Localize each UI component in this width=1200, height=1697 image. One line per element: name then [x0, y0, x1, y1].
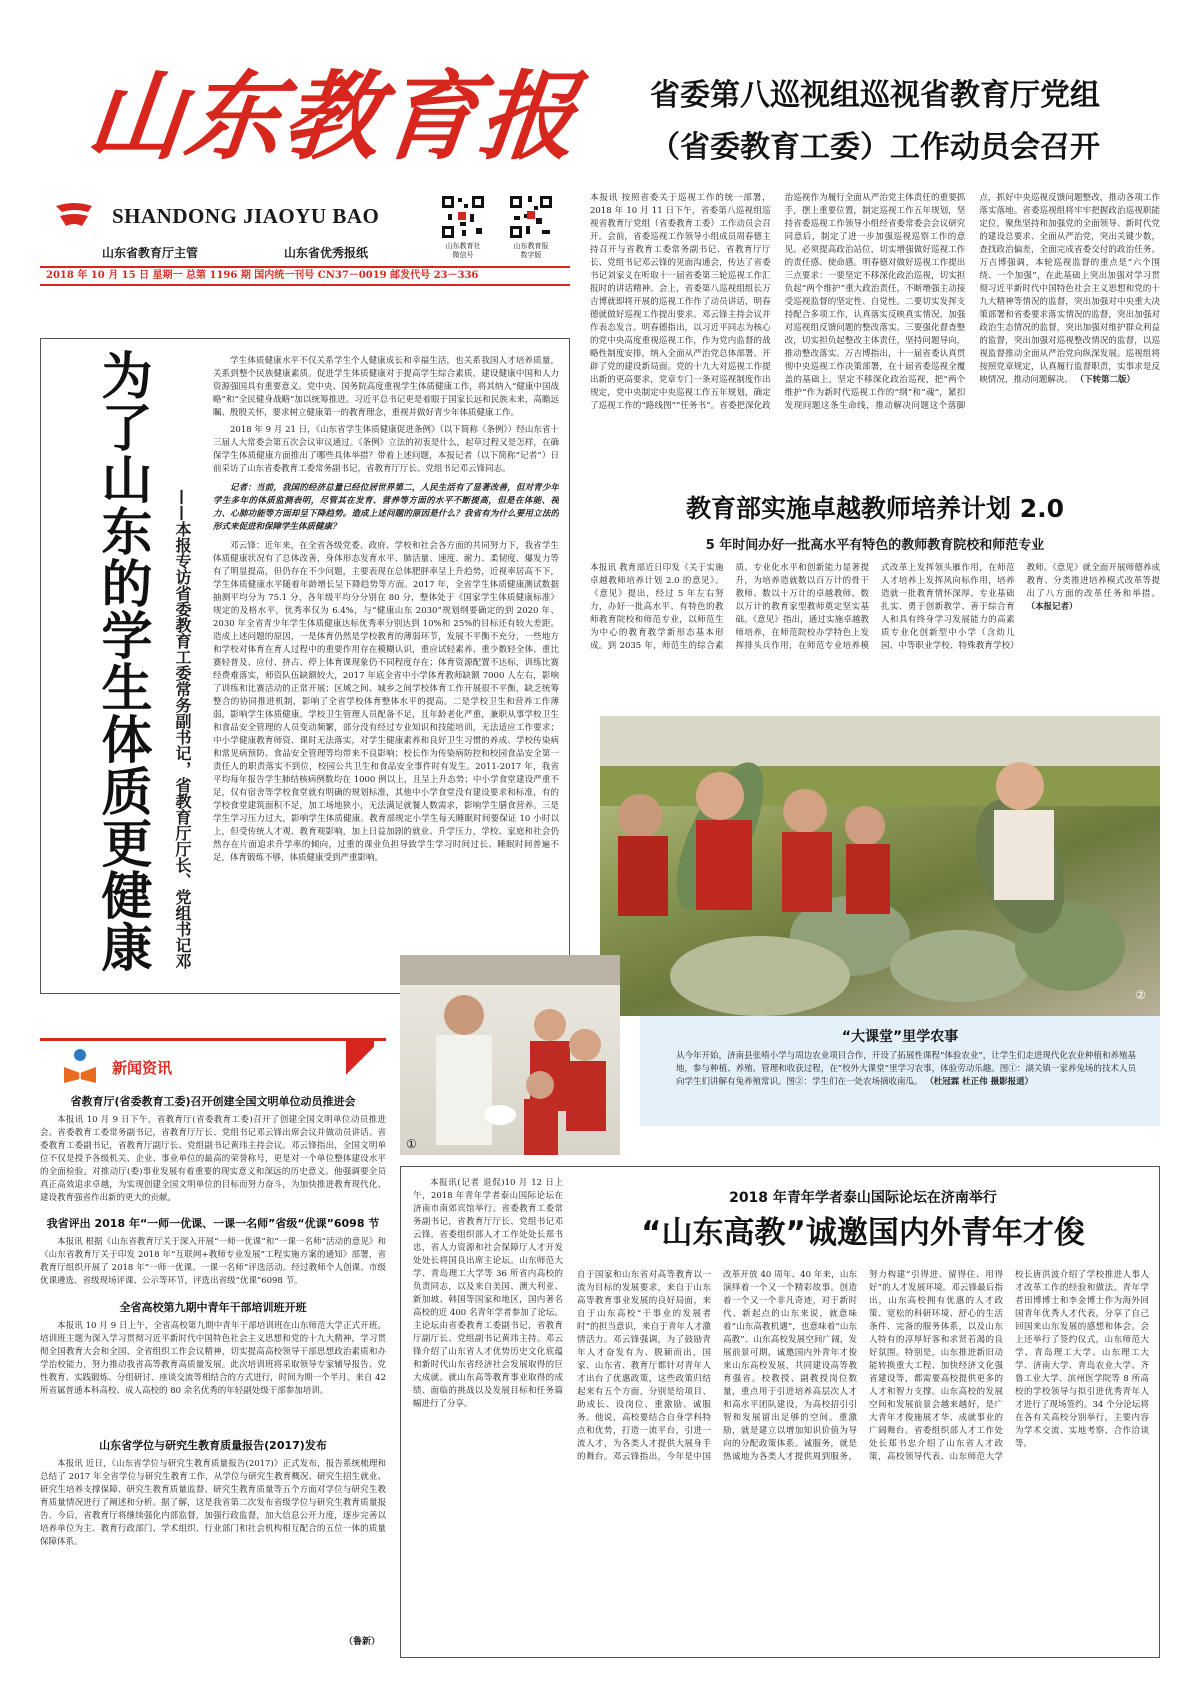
forum-body: 自于国家和山东省对高等教育以一流为目标的发展要求，来自于山东高等教育事业发展的良好局面，来自于山东高校“干事业的发展者时”的担当意识，来自于青年人才激情活力。邓云锋强调，为了鼓励青年人才奋发有为、脱颖而出，国家、山东省、教育厅都针对青年人才出台了优惠政策，这些政策归结起来有五个方面，分别是给项目、助成长、设岗位、重激励、诚服务。他说，高校要结合自身学科特点和优势，打造一流平台，引进一流人才，为各类人才提供大展身手的舞台。邓云锋指出，今年是中国改革开放 40 周年、40 年来，山东演绎着一个又一个精彩故事。创造着一个又一个非凡奇迹，对于新时代、新起点的山东来说，就意味着“山东高教机遇”，也意味着“山东高教”。山东高校发展空间广阔，发展前景可期，诚邀国内外青年才俊来山东高校发展，共同建设高等教育强省。校教授、副教授岗位数量，重点用于引进培养高层次人才和高水平团队建设，为高校招引引智和发展留出足够的空间。重激励，就是建立以增加知识价值为导向的分配政策体系。诚服务，就是热诚地为各类人才提供周到服务，努力构建“引得进、留得住、用得好”的人才发展环境。邓云锋最后指出，山东高校拥有优惠的人才政策、宽松的科研环境、舒心的生活条件、完备的服务体系，以及山东人特有的淳厚好客和求贤若渴的良好氛围。特别是，山东推进新旧动能转换重大工程、加快经济文化强省建设等，都需要高校提供更多的人才和智力支撑。山东高校的发展空间和发展前景会越来越好，是广大青年才俊施展才华、成就事业的广阔舞台。省委组织部人才工作处处长郑书忠介绍了山东省人才政策，高校领导代表、山东师范大学校长唐洪波介绍了学校推进人事人才改革工作的经验和做法。青年学者田博博士和李金博士作为海外回国青年优秀人才代表，分享了自己回国来山东发展的感想和体会。会上还举行了签约仪式，山东师范大学、青岛理工大学、山东理工大学、济南大学、青岛农业大学、齐鲁工业大学、滨州医学院等 8 所高校的学校领导与拟引进优秀青年人才进行了现场签约。34 个分论坛将在各有关高校分别举行，主要内容为学术交流、实地考察、合作洽谈等。 [577, 1270, 1149, 1462]
news-item-3-body: 本报讯 10 月 9 日上午，全省高校第九期中青年干部培训班在山东师范大学正式开班。培训班主题为深入学习贯彻习近平新时代中国特色社会主义思想和党的十九大精神，学习贯彻全国教育大会和全国、全省组织工作会议精神，切实提高高校领导干部思想政治素质和办学治校能力，努力推动我省高等教育高质量发展。此次培训班将采取领导专家辅导报告、党性教育、实践锻炼、分组研讨、座谈交流等相结合的方式进行，时间为期一个半月。来自 42 所省属普通本科高校、成人高校的 80 余名优秀的年轻副处级干部参加培训。 [40, 1321, 386, 1396]
photo-badge-1: ① [406, 1137, 417, 1151]
teacher-article [590, 486, 1160, 712]
interview-answer: 邓云锋：近年来，在全省各级党委、政府、学校和社会各方面的共同努力下，我省学生体质健康状况有了总体改善，身体形态发育水平、肺活量、速度、耐力、柔韧度、爆发力等有了明显提高，但仍存在不少问题，主要表现在总体肥胖率呈上升趋势，近视率居高不下，学生体质健康水平随着年龄增长呈下降趋势等方面。2017 年，全省学生体质健康测试数据抽测平均分为 75.1 分，各年级平均分分别在 80 分，整体处于《国家学生体质健康标准》规定的及格水平，优秀率仅为 6.4%，与“健康山东 2030”规划纲要确定的到 2020 年、2030 年全省青少年学生体质健康达标优秀率分别达到 10%和 25%的目标还有较大差距。造成上述问题的原因，一是体育仍然是学校教育的薄弱环节，发展不平衡不充分，一些地方和学校对体育在育人过程中的重要作用存在模糊认识，重应试轻素养、重少数轻全体、重比赛轻普及、应付、挤占、停上体育课现象仍不同程度存在；体育资源配置不达标，训练比赛经费难落实，师资队伍缺额较大，2017 年底全省中小学体育教师缺额 7000 人左右，影响了训练和比赛活动的正常开展；区域之间、城乡之间学校体育工作开展很不平衡，缺乏统筹整合的协同推进机制，影响了全省学校体育整体水平的提高。二是学校卫生和营养工作薄弱，影响学生体质健康。学校卫生管理人员配备不足，且年龄老化严重，兼职从事学校卫生和食品安全管理的人员变动频繁，部分没有经过专业知识和技能培训，无法适应工作要求；中小学健康教育师资、课时无法落实，对学生健康素养和良好卫生习惯的养成、学校传染病和常见病预防、食品安全管理等均带来不良影响；校长作为传染病防控和校园食品安全第一责任人的职责落实不到位，校园公共卫生和食品安全事件时有发生。2011-2017 年，我省平均每年报告学生肺结核病例数均在 1000 例以上，且呈上升态势；中小学食堂建设严重不足，仅有宿舍等学校食堂就有明确的规划标准，其他中小学食堂没有建设要求和标准，有的学校食堂建筑面积不足，加工场地狭小，无法满足就餐人数需求，影响学生膳食营养。三是学生学习压力过大，影响学生体质健康。教育部规定小学生每天睡眠时间要保证 10 小时以上，但受传统人才观、教育观影响，加上日益加剧的就业、升学压力，学校、家庭和社会仍然存在片面追求升学率的倾向，过重的课业负担导致学生学习时间过长、睡眠时间普遍不足，体育锻炼不够，体质健康受到严重影响。 [213, 541, 559, 863]
interview-title: 为了山东的学生体质更健康 [92, 349, 151, 973]
news-section [40, 1038, 386, 1658]
interview-article [40, 338, 570, 994]
qr-code-wechat-label: 山东教育社 微信号 [445, 242, 481, 259]
news-item-4-title[interactable]: 山东省学位与研究生教育质量报告(2017)发布 [99, 1439, 327, 1452]
photo-credit: （杜冠霖 杜正伟 摄影报道） [925, 1077, 1034, 1087]
news-item-2-body: 本报讯 根据《山东省教育厅关于深入开展“一师一优课”和“一课一名师”活动的意见》和《山东省教育厅关于印发 2018 年“互联网+教师专业发展”工程实施方案的通知》部署，省教育厅组织开展了 2018 年“一师一优课、一课一名师”评选活动。经过教师个人创课、市级优课遴选、省级现场评课、公示等环节，评选出省级“优课”6098 节。 [40, 1237, 386, 1286]
news-item-1 [40, 1094, 386, 1218]
sponsor-text: 山东省教育厅主管 [102, 246, 199, 260]
masthead [40, 40, 584, 290]
news-author: （鲁新） [343, 1637, 380, 1647]
photo-rabbit-farm [400, 955, 620, 1155]
newspaper-title: 山东教育报 [82, 60, 584, 173]
forum-kicker: 2018 年青年学者泰山国际论坛在济南举行 [729, 1190, 997, 1206]
news-item-2 [40, 1216, 386, 1302]
news-item-1-body: 本报讯 10 月 9 日下午，省教育厅(省委教育工委)召开了创建全国文明单位动员推进会。省委教育工委常务副书记，省教育厅厅长、党组书记邓云锋出席会议并做动员讲话。省委教育工委副书记，省教育厅副厅长、党组副书记黄玮主持会议。邓云锋指出，全国文明单位不仅是授予各级机关、企业、事业单位的最高的荣誉称号，更是对一个单位整体建设水平的全面检验。对推动厅(委)事业发展有着重要的现实意义和深远的历史意义。他强调要全员真正高效追求卓越，为实现创建全国文明单位的目标而努力奋斗，为加快推进教育现代化、建设教育强省作出新的更大的贡献。 [40, 1115, 386, 1203]
forum-article [400, 1166, 1160, 1658]
photo-title: “大课堂”里学农事 [841, 1029, 959, 1045]
photo-caption-text: 从今年开始，济南县张啃小学与周边农业项目合作，开设了拓展性课程“体验农业”，让学生们走进现代化农业种植和养殖基地，参与种植、养殖、管理和收获过程，在“校外大课堂”里学习农事，体验劳动乐趣。图①：湖关镇一家养兔场的技术人员向学生们讲解有兔养殖常识。图②：学生们在一处农场摘收南瓜。 [676, 1051, 1136, 1087]
news-section-title: 新闻资讯 [112, 1059, 173, 1077]
interview-question: 记者：当前，我国的经济总量已经位居世界第二，人民生活有了显著改善，但对青少年学生多年的体质监测表明，尽管其在发育、营养等方面的水平不断提高，但是在体能、视力、心肺功能等方面却呈下降趋势。造成上述问题的原因是什么？我省有为什么要用立法的形式来促进和保障学生体质健康？ [213, 483, 559, 532]
qr-code-digital-icon [508, 194, 554, 240]
teacher-body [590, 562, 1160, 680]
lead-body [590, 192, 1160, 464]
interview-intro2: 2018 年 9 月 21 日，《山东省学生体质健康促进条例》（以下简称《条例》）经山东省十三届人大常委会第五次会议审议通过。《条例》立法的初衷是什么，起草过程又是怎样，在确保学生体质健康方面推出了哪些具体举措？带着上述问题，本报记者（以下简称“记者”）日前采访了山东省委教育工委常务副书记，省教育厅厅长、党组书记邓云锋同志。 [213, 425, 559, 474]
lead-title-line1: 省委第八巡视组巡视省教育厅党组 [650, 78, 1100, 113]
dateline-bar [40, 266, 570, 286]
news-reader-icon [60, 1047, 100, 1085]
news-item-2-title[interactable]: 我省评出 2018 年“一师一优课、一课一名师”省级“优课”6098 节 [46, 1217, 380, 1230]
photo-caption [676, 1050, 1136, 1120]
lead-continue: （下转第二版） [1075, 375, 1136, 385]
news-item-1-title[interactable]: 省教育厅(省委教育工委)召开创建全国文明单位动员推进会 [70, 1095, 356, 1108]
news-corner-decoration [346, 1041, 374, 1081]
teacher-author: （本报记者） [1026, 602, 1078, 612]
qr-code-wechat-icon [440, 194, 486, 240]
newspaper-title-en: SHANDONG JIAOYU BAO [112, 204, 380, 228]
forum-title: “山东高教”诚邀国内外青年才俊 [641, 1215, 1085, 1251]
news-header [40, 1038, 386, 1086]
news-item-3 [40, 1300, 386, 1438]
photo-badge-2: ② [1135, 988, 1146, 1002]
interview-intro: 学生体质健康水平不仅关系学生个人健康成长和幸福生活，也关系我国人才培养质量，关系到整个民族健康素质。促进学生体质健康对于提高学生综合素质，建设健康中国和人力资源强国具有重要意义。党中央、国务院高度重视学生体质健康工作，将其纳入“健康中国战略”和“全民健身战略”加以统筹推进。习近平总书记更是着眼于国家长远和民族未来，高瞻远瞩、殷殷关怀，要求树立健康第一的教育理念，重视并做好青少年体质健康工作。 [213, 356, 559, 418]
news-item-4 [40, 1438, 386, 1628]
interview-subtitle: ——本报专访省委教育工委常务副书记，省教育厅厅长、党组书记邓 [173, 489, 192, 969]
newspaper-logo-icon [52, 200, 96, 230]
forum-lead-body: 本报讯(记者 退侃)10 月 12 日上午，2018 年青年学者泰山国际论坛在济南市南郊宾馆举行。省委教育工委常务副书记，省教育厅厅长、党组书记邓云锋，省委组织部人才工作处处长郑书忠，省人力资源和社会保障厅人才开发处处长将国良出席主论坛。山东师范大学、青岛理工大学等 36 所省内高校的负责同志，以及来自美国、澳大利亚、新加坡、韩国等国家和地区，国内著名高校的近 400 名青年学者参加了论坛。主论坛由省委教育工委副书记，省教育厅副厅长、党组副书记黄玮主持。邓云锋介绍了山东省人才优势历史文化底蕴和新时代山东省经济社会发展取得的巨大成就。就山东高等教育事业取得的成绩、面临的挑战以及发展目标和任务篇幅进行了分享。 [413, 1178, 563, 1409]
photo-caption-box [640, 1016, 1160, 1126]
interview-body [213, 355, 559, 983]
rabbit-farm-scene-icon [400, 955, 620, 1155]
qr-code-digital-label: 山东教育报 数字版 [513, 242, 549, 259]
honor-text: 山东省优秀报纸 [284, 246, 369, 260]
teacher-body-text: 本报讯 教育部近日印发《关于实施卓越教师培养计划 2.0 的意见》。《意见》提出，经过 5 年左右努力，办好一批高水平、有特色的教师教育院校和师范专业，以师范生为中心的教育教学新形态基本形成。到 2035 年，师范生的综合素质、专业化水平和创新能力显著提升，为培养造就数以百万计的骨干教师、数以十万计的卓越教师、数以万计的教育家型教师奠定坚实基础。《意见》指出，通过实施卓越教师培养，在师范院校办学特色上发挥排头兵作用，在师范专业培养模式改革上发挥领头雁作用，在师范人才培养上发挥风向标作用，培养造就一批教育情怀深厚、专业基础扎实、勇于创新教学、善于综合育人和具有终身学习发展能力的高素质专业化创新型中小学（含幼儿园、中等职业学校、特殊教育学校）教师。《意见》就全面开展师德养成教育、分类推进培养模式改革等提出了八方面的改革任务和举措。 [590, 563, 1160, 651]
pumpkin-scene-icon [600, 716, 1160, 1016]
news-item-4-body: 本报讯 近日，《山东省学位与研究生教育质量报告(2017)》正式发布，报告系统梳理和总结了 2017 年全省学位与研究生教育工作，从学位与研究生教育概况、研究生招生就业、研究生培养支撑保障、研究生教育质量监督、研究生教育质量等五个方面对学位与研究生教育质量情况进行了阐述和分析。据了解，这是我省第二次发布省级学位与研究生教育质量报告。今后，省教育厅将继续强化内部监督，加强行政监督，加大信息公开力度，逐步完善以培养单位为主、教育行政部门、学术组织、行业部门和社会机构相互配合的五位一体的质量保障体系。 [40, 1459, 386, 1547]
lead-body-text: 本报讯 按照省委关于巡视工作的统一部署，2018 年 10 月 11 日下午，省委第八巡视组巡视省教育厅党组（省委教育工委）工作动员会召开。会前，省委巡视工作领导小组成员周春德主持召开与省教育工委常务副书记、省教育厅厅长、党组书记邓云锋的见面沟通会，传达了省委书记刘家义在听取十一届省委第三轮巡视工作汇报时的讲话精神。会上，省委第八巡视组组长万吉博就即将开展的巡视工作作了动员讲话，明春德就做好巡视工作提出要求。邓云锋主持会议并作表态发言。明春德指出，以习近平同志为核心的党中央高度重视巡视工作，作为党内监督的战略性制度安排，纳入全面从严治党总体部署。开辟了党的建设新局面。党的十九大对巡视工作提出新的更高要求，党章专门一条对巡视制度作出规定，党中央制定中央巡视工作五年规划，确定了巡视工作的“路线图”“任务书”。省委把深化政治巡视作为履行全面从严治党主体责任的重要抓手，摆上重要位置，制定巡视工作五年规划，坚持省委巡视工作领导小组经省委常委会会议研究同意后，制定了进一步加强巡视巡察工作的意见。必须提高政治站位，切实增强做好巡视工作的责任感、使命感。明春德对做好巡视工作提出三点要求：一要坚定不移深化政治巡视，切实担负起“两个维护”重大政治责任，不断增强主动接受巡视监督的坚定性、自觉性。二要切实发挥支持配合多项工作，认真落实反映真实情况，加强对巡视组反馈问题的整改落实。三要强化督查整改，切实担负起整改主体责任，坚持问题导向，推动整改落实。万吉博指出，十一届省委认真贯彻中央巡视工作决策部署，在十届省委巡视全覆盖的基础上，坚定不移深化政治巡视，把“两个维护”作为新时代巡视工作的“纲”和“魂”，紧扣发现问题这条生命线，推动解决问题这个落脚点，抓好中央巡视反馈问题整改，推动各项工作落实落地。省委巡视组将牢牢把握政治巡视职能定位，聚焦坚持和加强党的全面领导、新时代党的建设总要求、全面从严治党，突出关键少数，查找政治偏差，全面完成省委交付的政治任务。万吉博强调，本轮巡视监督的重点是“六个围绕、一个加强”，在此基础上突出加强对学习贯彻习近平新时代中国特色社会主义思想和党的十九大精神等情况的监督，突出加强对中央重大决策部署和省委要求落实情况的监督，突出加强对政治生态情况的监督，突出加强对维护群众利益的监督，突出加强对巡视整改情况的监督，以巡视监督推动全面从严治党向纵深发展。巡视组将按照党章规定，认真履行监督职责，实事求是反映情况，推动问题解决。 [590, 193, 1160, 411]
photo-pumpkin-harvest [600, 716, 1160, 1016]
news-item-3-title[interactable]: 全省高校第九期中青年干部培训班开班 [119, 1301, 307, 1314]
dateline-text: 2018 年 10 月 15 日 星期一 总第 1196 期 国内统一刊号 CN37－0019 邮发代号 23－336 [46, 270, 479, 281]
teacher-subtitle: 5 年时间办好一批高水平有特色的教师教育院校和师范专业 [705, 538, 1045, 553]
lead-title-line2: （省委教育工委）工作动员会召开 [650, 130, 1100, 165]
teacher-title: 教育部实施卓越教师培养计划 2.0 [686, 494, 1064, 523]
lead-article [590, 64, 1160, 484]
